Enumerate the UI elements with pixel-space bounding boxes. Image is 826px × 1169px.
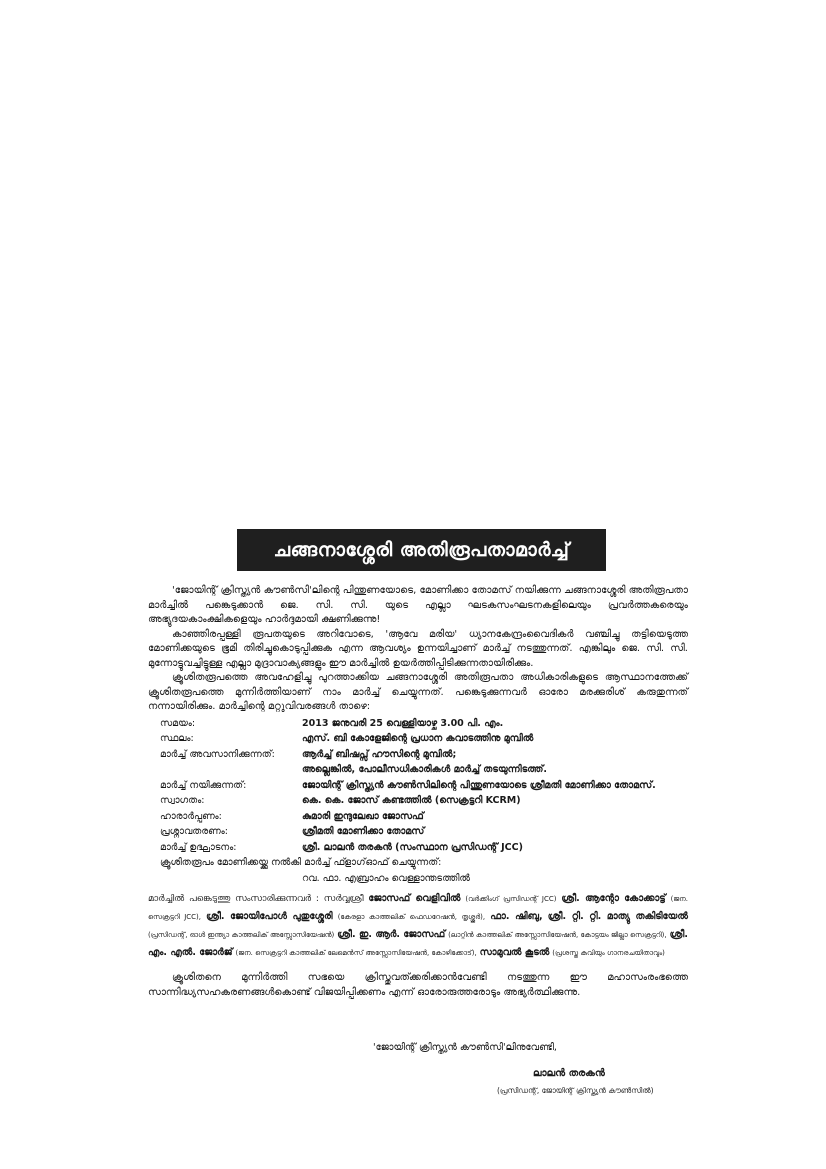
paragraph-crucifix: ക്രൂശിതരൂപത്തെ അവഹേളിച്ചു പുറത്താക്കിയ ചങ്ങനാശ്ശേരി അതിരൂപതാ അധികാരികളുടെ ആസ്ഥാനത്തേക്ക് ക്രൂശിതരൂപത്തെ മുന്നിർത്തിയാണ് നാം മാർച്ച് ചെയ്യുന്നത്. പങ്കെടുക്കുന്നവർ ഓരോ മരക്കുരിശ് കരുതുന്നത് നന്നായിരിക്കും. മാർച്ചിന്റെ മറ്റുവിവരങ്ങൾ താഴെ: — [148, 672, 688, 712]
detail-value: ശ്രീമതി മോണിക്കാ തോമസ് — [302, 826, 425, 837]
detail-value: കെ. കെ. ജോസ് കണ്ടത്തിൽ (സെക്രട്ടറി KCRM) — [302, 795, 521, 806]
signature-role: (പ്രസിഡന്റ്, ജോയിന്റ് ക്രിസ്ത്യൻ കൗൺസിൽ) — [497, 1086, 654, 1095]
signature-org: 'ജോയിന്റ് ക്രിസ്ത്യൻ കൗൺസി'ലിനുവേണ്ടി, — [373, 1042, 557, 1053]
detail-label: മാർച്ച് അവസാനിക്കുന്നത്: — [160, 748, 275, 760]
closing-paragraph: ക്രൂശിതനെ മുന്നിർത്തി സഭയെ ക്രിസ്തുവത്ക്കരിക്കാൻവേണ്ടി നടത്തുന്ന ഈ മഹാസംരംഭത്തെ സാന്നിദ്ധ്യസഹകരണങ്ങൾകൊണ്ട് വിജയിപ്പിക്കണം എന്ന് ഓരോരുത്തരോടും അഭ്യർത്ഥിക്കുന്നു. — [148, 972, 688, 998]
detail-row — [148, 731, 688, 747]
detail-label: മാർച്ച് ഉദ്ഘാടനം: — [160, 841, 237, 853]
speaker-role: (ജന. സെക്രട്ടറി കാത്തലിക് ലേമെൻസ് അസ്സോസിയേഷൻ, കോഴിക്കോട്), — [235, 949, 477, 957]
detail-label: ഹാരാർപ്പണം: — [160, 810, 222, 822]
speaker-name: ശ്രീ. എം. എൽ. ജോർജ് — [148, 929, 688, 958]
detail-label — [148, 762, 302, 778]
speaker-name: സാമുവൽ കൂടൽ — [479, 947, 550, 958]
speaker-role: (വർക്കിംഗ് പ്രസിഡന്റ് JCC) — [465, 895, 557, 903]
detail-value: ആർച്ച് ബിഷപ്സ് ഹൗസിന്റെ മുമ്പിൽ; — [302, 748, 457, 760]
detail-row — [148, 840, 688, 856]
detail-row — [148, 778, 688, 794]
detail-value: അല്ലെങ്കിൽ, പോലീസധികാരികൾ മാർച്ച് തടയുന്നിടത്ത്. — [302, 764, 548, 775]
detail-value: 2013 ജനുവരി 25 വെള്ളിയാഴ്ച 3.00 പി. എം. — [302, 717, 504, 729]
detail-label: മാർച്ച് നയിക്കുന്നത്: — [160, 779, 247, 791]
detail-label: സ്ഥലം: — [160, 733, 194, 744]
speaker-name: ശ്രീ. ഇ. ആർ. ജോസഫ് — [337, 929, 446, 940]
paragraph-invitation: 'ജോയിന്റ് ക്രിസ്ത്യൻ കൗൺസി'ലിന്റെ പിന്തുണയോടെ, മോണിക്കാ തോമസ് നയിക്കുന്ന ചങ്ങനാശ്ശേരി അതിരൂപതാ മാർച്ചിൽ പങ്കെടുക്കാൻ ജെ. സി. സി. യുടെ എല്ലാ ഘടകസംഘടനകളിലെയും പ്രവർത്തകരെയും അഭ്യുദയകാംക്ഷികളെയും ഹാർദ്ദമായി ക്ഷണിക്കുന്നു! — [148, 585, 688, 625]
detail-label: പ്രശ്നാവതരണം: — [160, 826, 228, 837]
speaker-role: (ജന. സെക്രട്ടറി JCC), — [148, 895, 688, 921]
speaker-name: ശ്രീ. ജോയിപോൾ പുതുശ്ശേരി — [206, 911, 333, 922]
detail-label: സമയം: — [160, 717, 196, 729]
flagoff-name: റവ. ഫാ. എബ്രാഹം വെള്ളാന്തടത്തിൽ — [302, 872, 471, 884]
speaker-role: (കേരളാ കാത്തലിക് ഫെഡറേഷൻ, തൃശ്ശൂർ), — [337, 913, 486, 921]
detail-value: കുമാരി ഇന്ദുലേഖാ ജോസഫ് — [302, 810, 424, 822]
flagoff-line: ക്രൂശിതരൂപം മോണിക്കയ്ക്കു നൽകി മാർച്ച് ഫ്ളാഗ്ഓഫ് ചെയ്യുന്നത്: — [160, 857, 442, 868]
speaker-name: ഫാ. ഷിബു, — [490, 911, 543, 922]
page-title: ചങ്ങനാശ്ശേരി അതിരൂപതാമാർച്ച് — [237, 529, 606, 571]
speaker-role: (പ്രസിഡന്റ്, ഓൾ ഇന്ത്യാ കാത്തലിക് അസ്സോസിയേഷൻ) — [148, 931, 335, 939]
detail-value: ജോയിന്റ് ക്രിസ്ത്യൻ കൗൺസിലിന്റെ പിന്തുണയോടെ ശ്രീമതി മോണിക്കാ തോമസ്. — [302, 779, 656, 791]
speakers-intro: മാർച്ചിൽ പങ്കെടുത്തു സംസാരിക്കുന്നവർ : സർവ്വശ്രീ — [148, 894, 364, 904]
document-body — [148, 584, 688, 1000]
detail-row — [148, 747, 688, 763]
detail-row — [148, 824, 688, 840]
detail-value: ശ്രീ. ലാലൻ തരകൻ (സംസ്ഥാന പ്രസിഡന്റ് JCC) — [302, 841, 523, 853]
detail-row — [148, 809, 688, 825]
speaker-name: ശ്രീ. റ്റി. റ്റി. മാത്യു തകിടിയേൽ — [547, 911, 688, 922]
detail-row — [148, 716, 688, 732]
detail-value: എസ്. ബി കോളേജിന്റെ പ്രധാന കവാടത്തിനു മുമ്പിൽ — [302, 733, 534, 744]
detail-row — [148, 762, 688, 778]
speaker-name: ശ്രീ. ആന്റോ കോക്കാട്ട് — [561, 893, 666, 904]
speaker-role: (പ്രശസ്ത കവിയും ഗാനരചയിതാവും) — [552, 949, 665, 957]
speaker-role: (ലാറ്റിൻ കാത്തലിക് അസ്സോസിയേഷൻ, കോട്ടയം ജില്ലാ സെക്രട്ടറി), — [448, 931, 667, 939]
signature-name: ലാലൻ തരകൻ — [533, 1068, 605, 1079]
speaker-name: ജോസഫ് വെളിവിൽ — [368, 893, 461, 904]
paragraph-purpose: കാഞ്ഞിരപ്പള്ളി രൂപതയുടെ അറിവോടെ, 'ആവേ മരിയ' ധ്യാനകേന്ദ്രംവൈദികർ വഞ്ചിച്ചു തട്ടിയെടുത്ത മോണിക്കയുടെ ഭൂമി തിരിച്ചുകൊടുപ്പിക്കുക എന്ന ആവശ്യം ഉന്നയിച്ചാണ് മാർച്ച് നടത്തുന്നത്. എങ്കിലും ജെ. സി. സി. മുന്നോട്ടുവച്ചിട്ടുള്ള എല്ലാ മുദ്രാവാക്യങ്ങളും ഈ മാർച്ചിൽ ഉയർത്തിപ്പിടിക്കുന്നതായിരിക്കും. — [148, 628, 688, 669]
detail-label: സ്വാഗതം: — [160, 795, 205, 806]
detail-row — [148, 793, 688, 809]
details-table — [148, 716, 688, 887]
speakers-paragraph — [148, 890, 688, 962]
